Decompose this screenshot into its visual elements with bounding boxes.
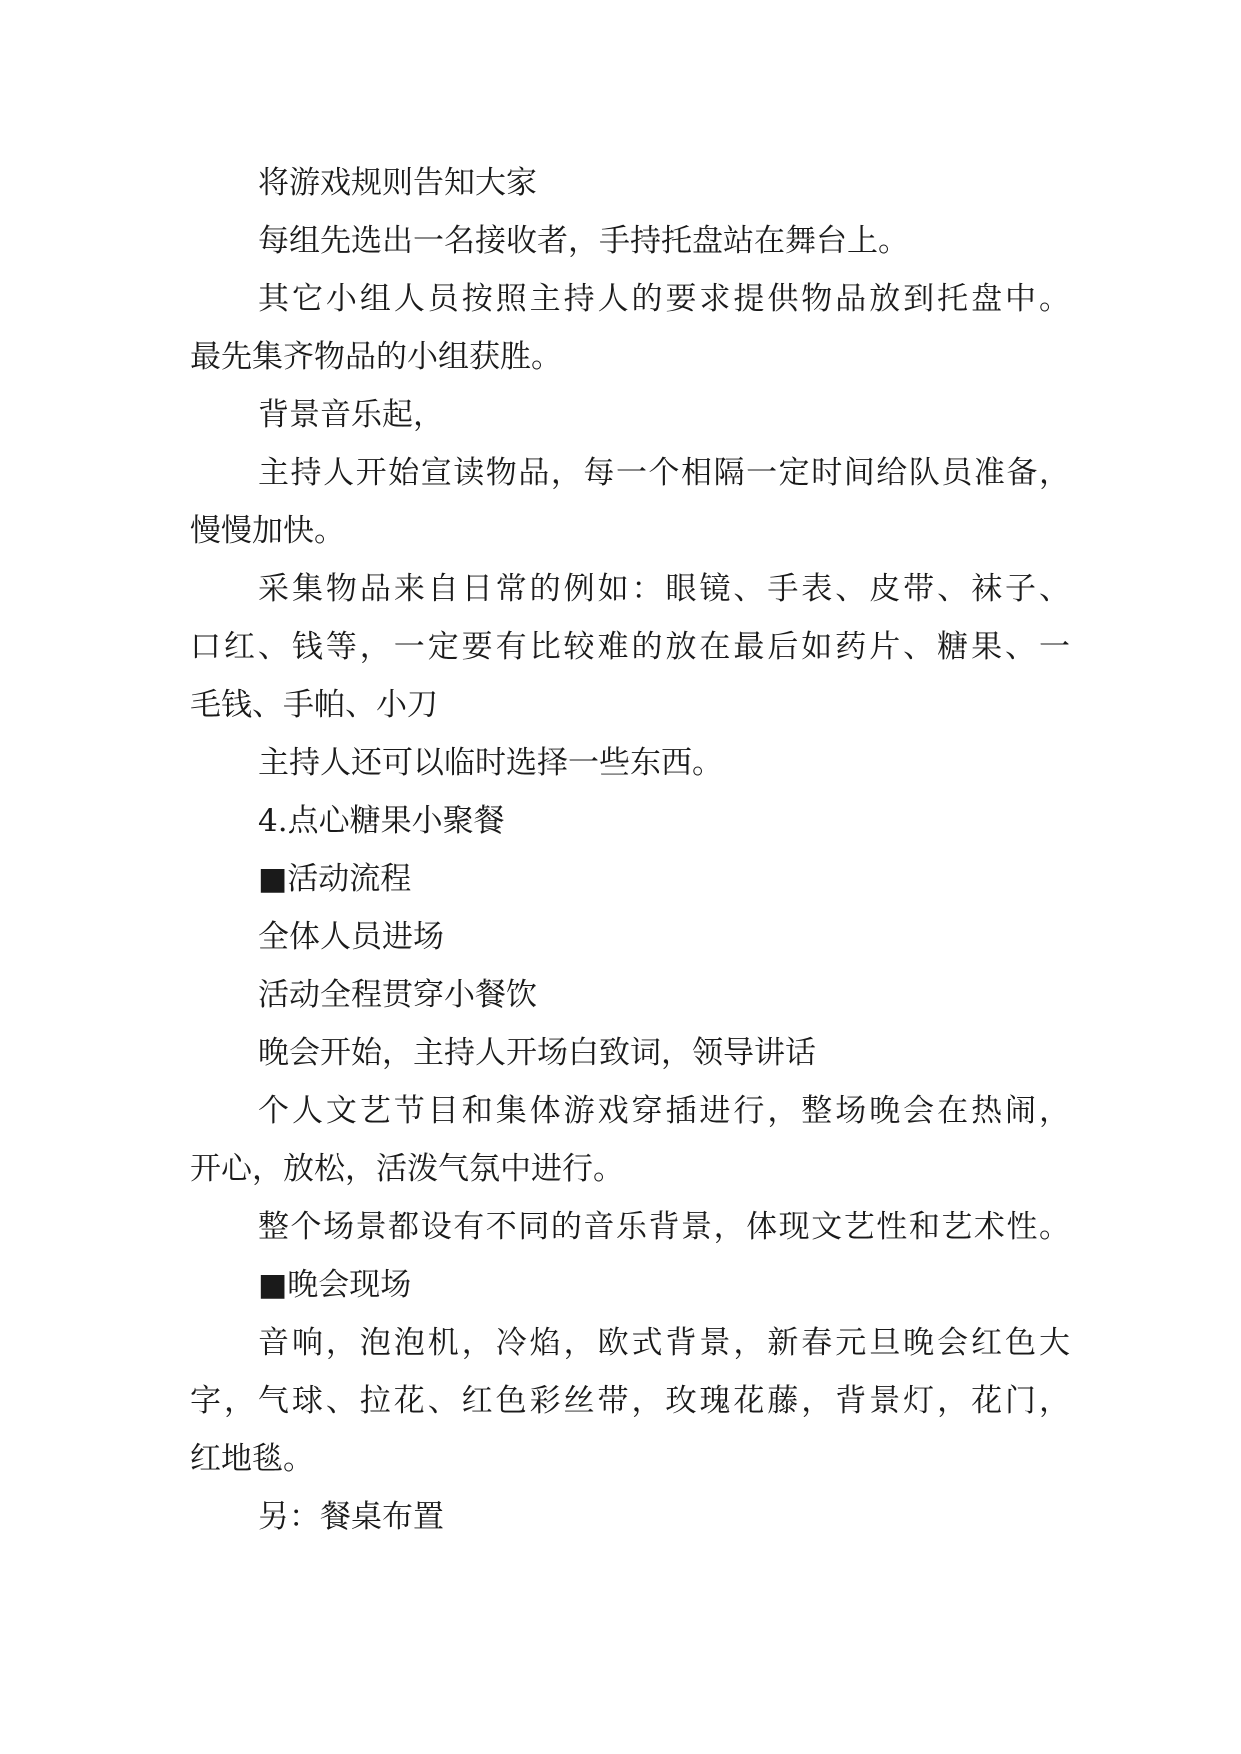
- text-line: 将游戏规则告知大家: [258, 165, 537, 201]
- text-line: 主持人还可以临时选择一些东西。: [258, 745, 723, 781]
- section-heading: ■晚会现场: [258, 1267, 412, 1303]
- text-line: 主持人开始宣读物品，每一个相隔一定时间给队员准备，: [258, 455, 1070, 491]
- text-line: 字，气球、拉花、红色彩丝带，玫瑰花藤，背景灯，花门，: [190, 1383, 1070, 1419]
- text-line: 全体人员进场: [258, 919, 444, 955]
- text-line: 音响，泡泡机，冷焰，欧式背景，新春元旦晚会红色大: [258, 1325, 1070, 1361]
- section-heading: 4.点心糖果小聚餐: [258, 803, 505, 839]
- text-line: 整个场景都设有不同的音乐背景，体现文艺性和艺术性。: [258, 1209, 1070, 1245]
- text-line: 晚会开始，主持人开场白致词，领导讲话: [258, 1035, 816, 1071]
- text-line: 口红、钱等，一定要有比较难的放在最后如药片、糖果、一: [190, 629, 1070, 665]
- text-line: 个人文艺节目和集体游戏穿插进行，整场晚会在热闹，: [258, 1093, 1070, 1129]
- section-heading: ■活动流程: [258, 861, 412, 897]
- text-line: 背景音乐起，: [258, 397, 444, 433]
- text-line: 红地毯。: [190, 1441, 314, 1477]
- text-line: 每组先选出一名接收者，手持托盘站在舞台上。: [258, 223, 909, 259]
- text-line: 采集物品来自日常的例如：眼镜、手表、皮带、袜子、: [258, 571, 1070, 607]
- text-line: 慢慢加快。: [190, 513, 345, 549]
- text-line: 开心，放松，活泼气氛中进行。: [190, 1151, 624, 1187]
- text-line: 毛钱、手帕、小刀: [190, 687, 438, 723]
- text-line: 活动全程贯穿小餐饮: [258, 977, 537, 1013]
- text-line: 最先集齐物品的小组获胜。: [190, 339, 562, 375]
- text-line: 其它小组人员按照主持人的要求提供物品放到托盘中。: [258, 281, 1070, 317]
- text-line: 另：餐桌布置: [258, 1499, 444, 1535]
